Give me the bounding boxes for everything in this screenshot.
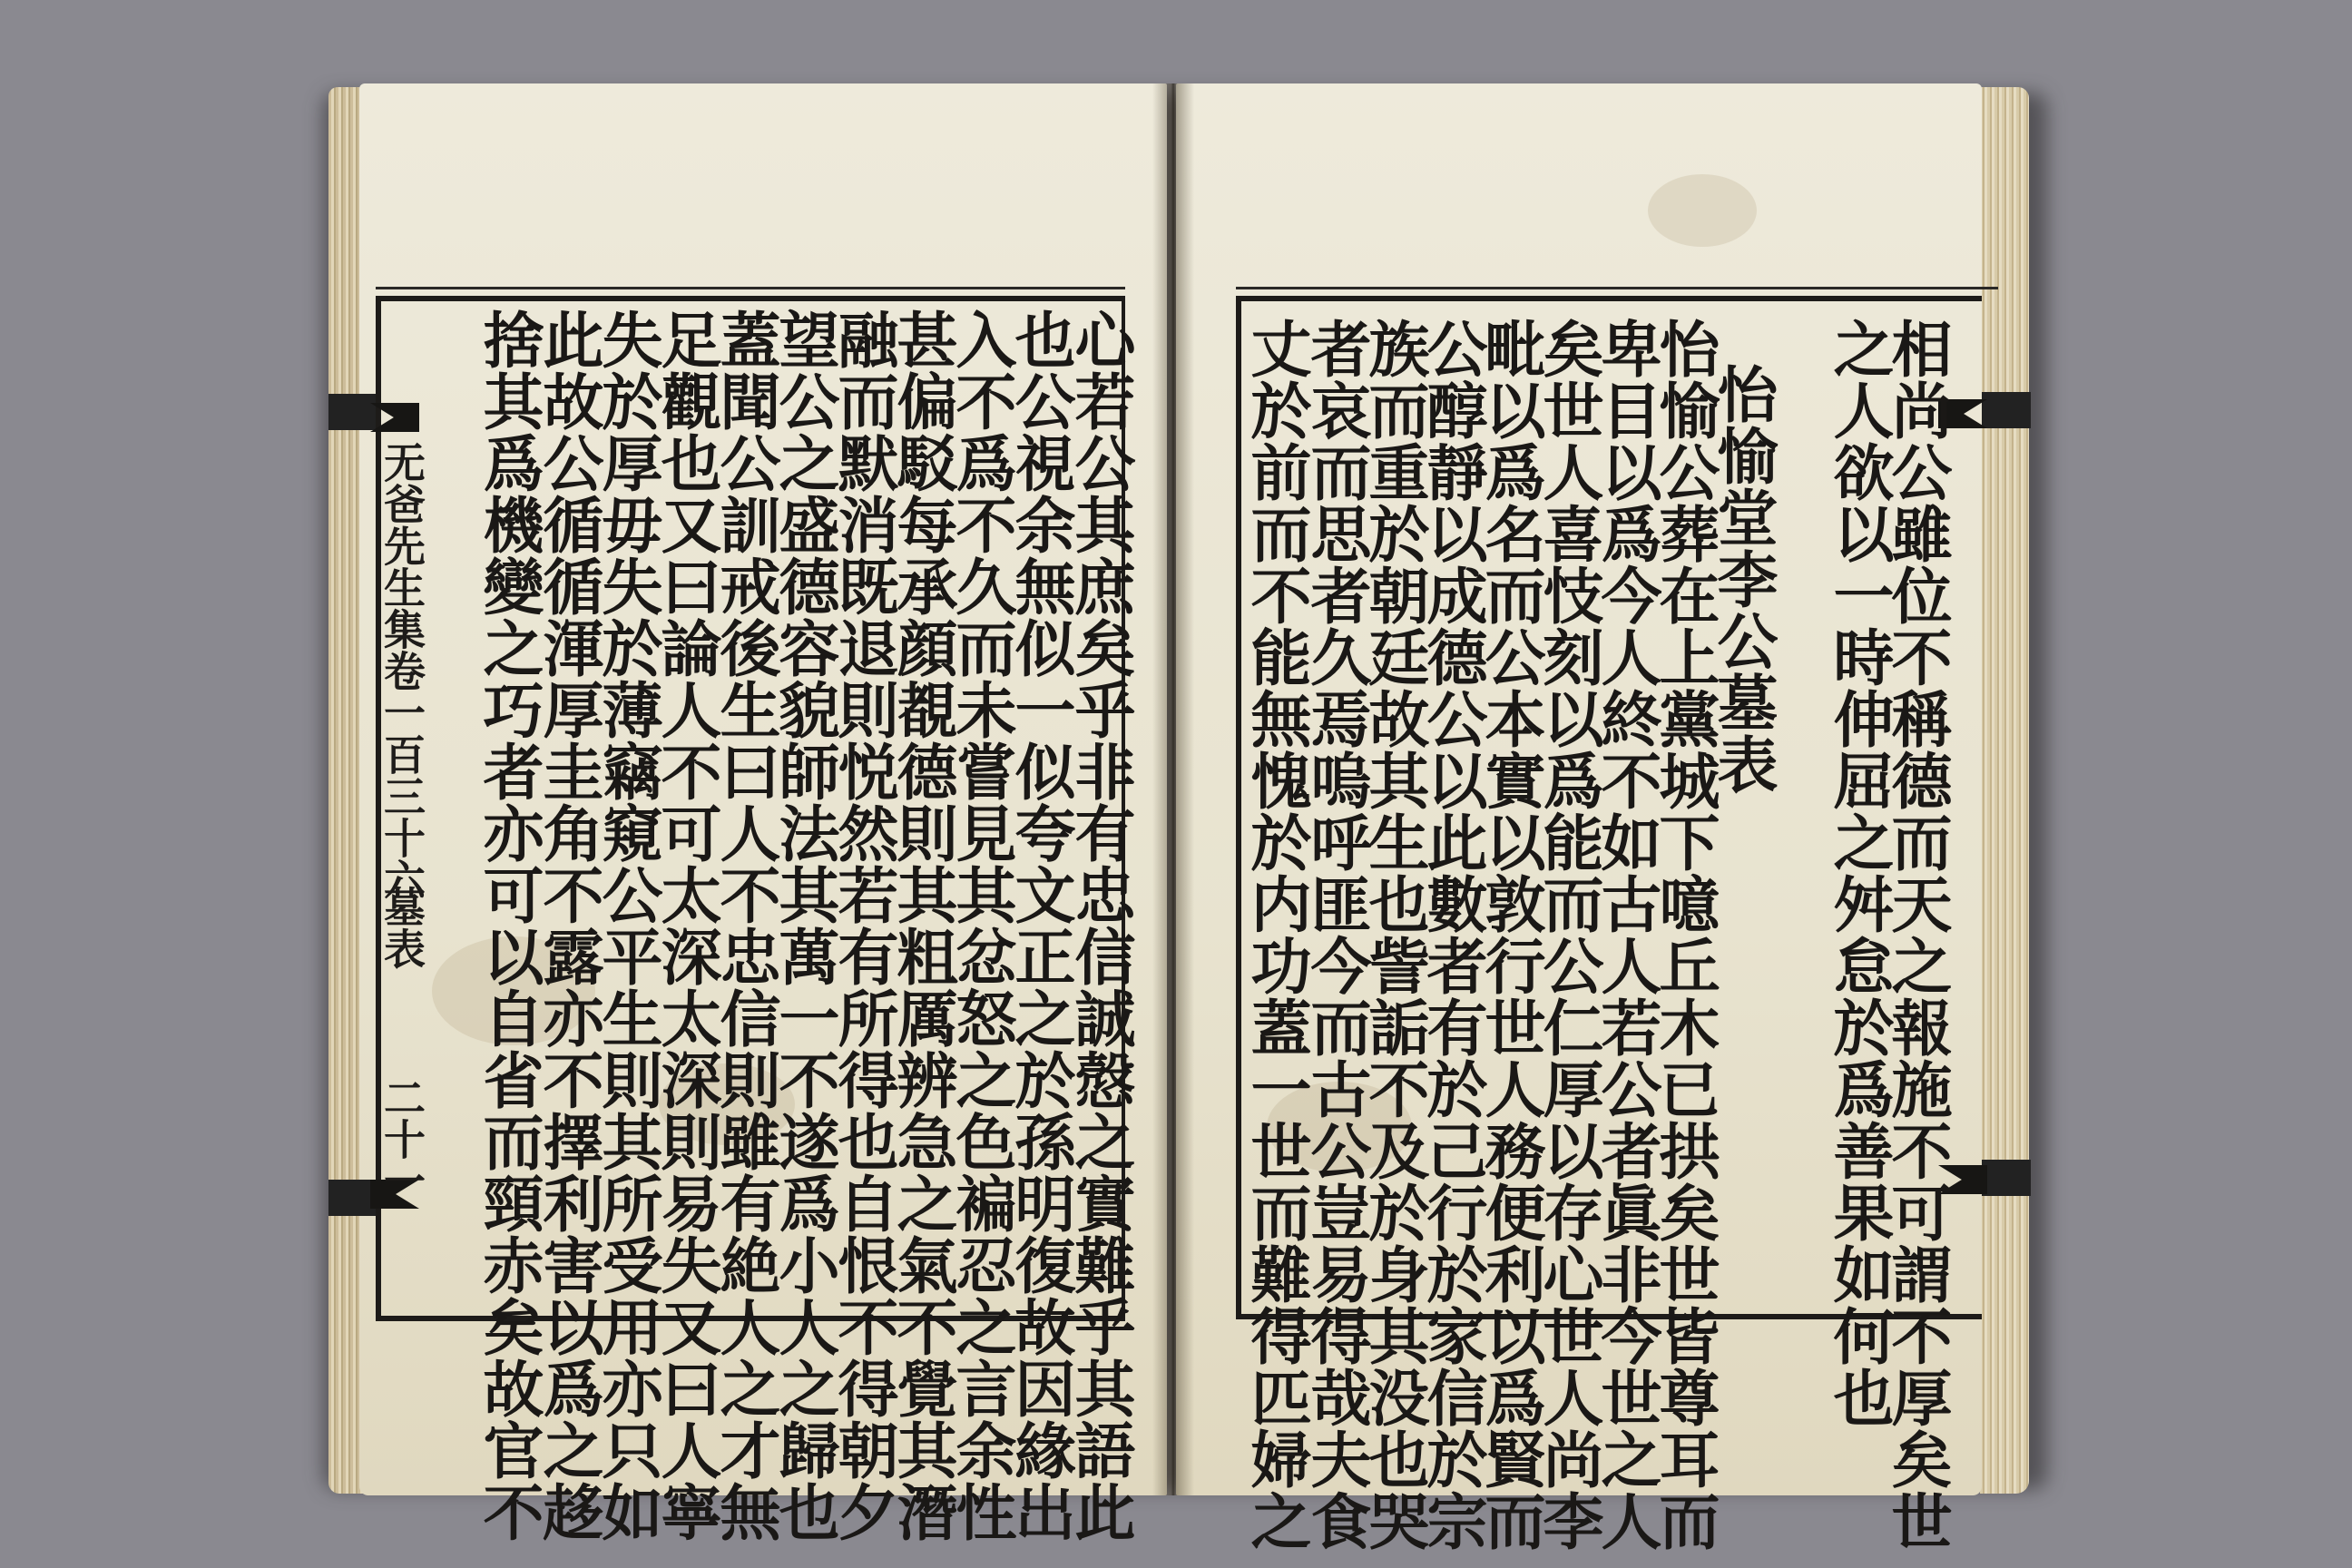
left-text-column: 此故公循循渾厚圭角不露亦不擇利害以爲之趍 xyxy=(534,309,605,1543)
section-label: 墓表 xyxy=(377,886,426,969)
block-centre-heading xyxy=(367,441,426,1312)
right-page-edges xyxy=(1980,87,2029,1494)
left-text-column: 甚偏駁每承顔覩德則其粗厲辨急之氣不覺其潛 xyxy=(887,309,959,1543)
left-text-column: 融而默消既退則悦然若有所得也自恨不得朝夕 xyxy=(828,309,900,1543)
right-text-column: 族而重於朝廷故其生也訾詬不及於身其没也哭 xyxy=(1359,318,1431,1552)
left-text-column: 望公之盛德容貌師法其萬一不遂爲小人之歸也 xyxy=(769,309,841,1543)
book-gutter xyxy=(1152,83,1194,1495)
right-text-column: 相尚公雖位不稱德而天之報施不可謂不厚矣世 xyxy=(1882,318,1954,1552)
right-top-rule xyxy=(1236,287,1998,289)
binding-band xyxy=(1982,1160,2031,1196)
right-text-column: 卑目以爲今人終不如古人若公者眞非今世之人 xyxy=(1592,318,1663,1552)
epitaph-title: 怡愉堂李公墓表 xyxy=(1708,363,1779,795)
right-text-column: 公醇靜以成德公以此數者有於己行於家信於宗 xyxy=(1417,318,1489,1552)
left-text-column: 足觀也又曰論人不可太深太深則易失又曰人寧 xyxy=(652,309,723,1543)
binding-band xyxy=(328,394,376,430)
collection-title: 无爸先生集卷一百三十六 xyxy=(377,441,426,900)
right-text-column: 怡愉公葬在上黨城下噫丘木已拱矣世皆尊耳而 xyxy=(1650,318,1721,1552)
left-text-column: 心若公其庶矣乎非有忠信誠慤之實難乎其語此 xyxy=(1065,309,1137,1543)
page-number: 二十一 xyxy=(377,1076,426,1201)
left-text-column: 失於厚毋失於薄竊窺公平生則其所受用亦只如 xyxy=(593,309,664,1543)
left-text-column: 捨其爲機變之巧者亦可以自省而頸赤矣故官不 xyxy=(474,309,545,1543)
binding-band xyxy=(1982,392,2031,428)
left-top-rule xyxy=(376,287,1125,289)
right-text-column: 毗以爲名而公本實以敦行世人務便利以爲賢而 xyxy=(1475,318,1547,1552)
right-text-column: 之人欲以一時伸屈之舛怠於爲善果如何也 xyxy=(1824,318,1896,1428)
right-text-column: 矣世人喜忮刻以爲能而公仁厚以存心世人尚李 xyxy=(1534,318,1605,1552)
right-text-column: 者哀而思者久焉嗚呼匪今而古公豈易得哉夫食 xyxy=(1301,318,1373,1552)
paper-stain xyxy=(1648,174,1757,247)
right-text-column: 丈於前而不能無愧於内功蓋一世而難得匹婦之 xyxy=(1241,318,1313,1552)
left-text-column: 蓋聞公訓戒後生曰人不忠信則雖有絶人之才無 xyxy=(710,309,782,1543)
left-text-column: 也公視余無似一似夸文正之於孫明復故因緣出 xyxy=(1005,309,1077,1543)
left-text-column: 入不爲不久而未嘗見其忿怒之色褊忍之言余性 xyxy=(946,309,1018,1543)
